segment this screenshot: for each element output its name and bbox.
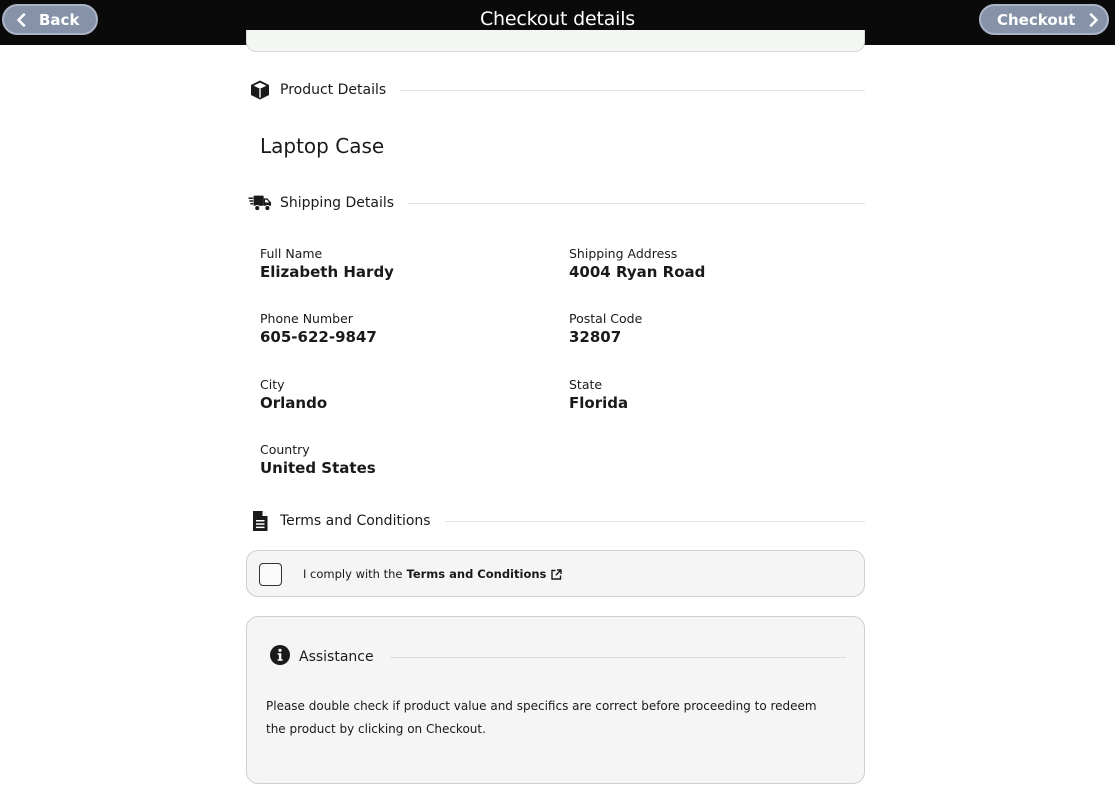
divider [390, 657, 846, 658]
external-link-icon[interactable] [551, 569, 562, 580]
assistance-text: Please double check if product value and specifics are correct before proceeding to redeem the product by clicking on Checkout. [266, 699, 817, 736]
full-name-label: Full Name [260, 246, 323, 261]
box-icon [248, 78, 272, 102]
postal-code-field [569, 311, 642, 346]
assistance-title: Assistance [299, 649, 374, 665]
state-label: State [569, 377, 603, 392]
checkout-button[interactable] [979, 4, 1109, 35]
back-button-label: Back [39, 10, 80, 29]
shipping-address-label: Shipping Address [569, 246, 678, 261]
city-label: City [260, 377, 285, 392]
info-icon [269, 644, 291, 670]
product-details-header [248, 77, 865, 103]
shipping-truck-icon [248, 191, 272, 215]
terms-checkbox[interactable] [259, 563, 282, 586]
phone-number-field [260, 311, 377, 346]
assistance-header [269, 644, 846, 670]
terms-header [248, 508, 865, 534]
country-field [260, 442, 376, 477]
shipping-address-field [569, 246, 705, 281]
terms-agreement-box [246, 550, 865, 597]
shipping-address-value: 4004 Ryan Road [569, 263, 706, 281]
divider [445, 521, 865, 522]
full-name-value: Elizabeth Hardy [260, 263, 394, 281]
postal-code-label: Postal Code [569, 311, 643, 326]
postal-code-value: 32807 [569, 328, 622, 346]
state-field [569, 377, 628, 412]
assistance-card [246, 616, 865, 784]
divider [400, 90, 865, 91]
terms-link[interactable]: Terms and Conditions [406, 567, 547, 581]
chevron-right-icon [1089, 13, 1099, 27]
shipping-details-title: Shipping Details [280, 195, 395, 211]
page-title: Checkout details [479, 8, 636, 30]
state-value: Florida [569, 394, 629, 412]
phone-number-value: 605-622-9847 [260, 328, 377, 346]
phone-number-label: Phone Number [260, 311, 353, 326]
document-icon [248, 509, 272, 533]
checkout-button-label: Checkout [997, 10, 1076, 29]
previous-card-edge [246, 30, 865, 52]
shipping-details-header [248, 190, 865, 216]
divider [408, 203, 865, 204]
city-value: Orlando [260, 394, 328, 412]
full-name-field [260, 246, 394, 281]
city-field [260, 377, 327, 412]
country-value: United States [260, 459, 376, 477]
product-name: Laptop Case [260, 134, 385, 158]
product-details-title: Product Details [280, 82, 387, 98]
terms-agree-prefix: I comply with the [303, 567, 403, 581]
terms-agreement-text [303, 567, 562, 581]
country-label: Country [260, 442, 310, 457]
terms-title: Terms and Conditions [280, 513, 431, 529]
